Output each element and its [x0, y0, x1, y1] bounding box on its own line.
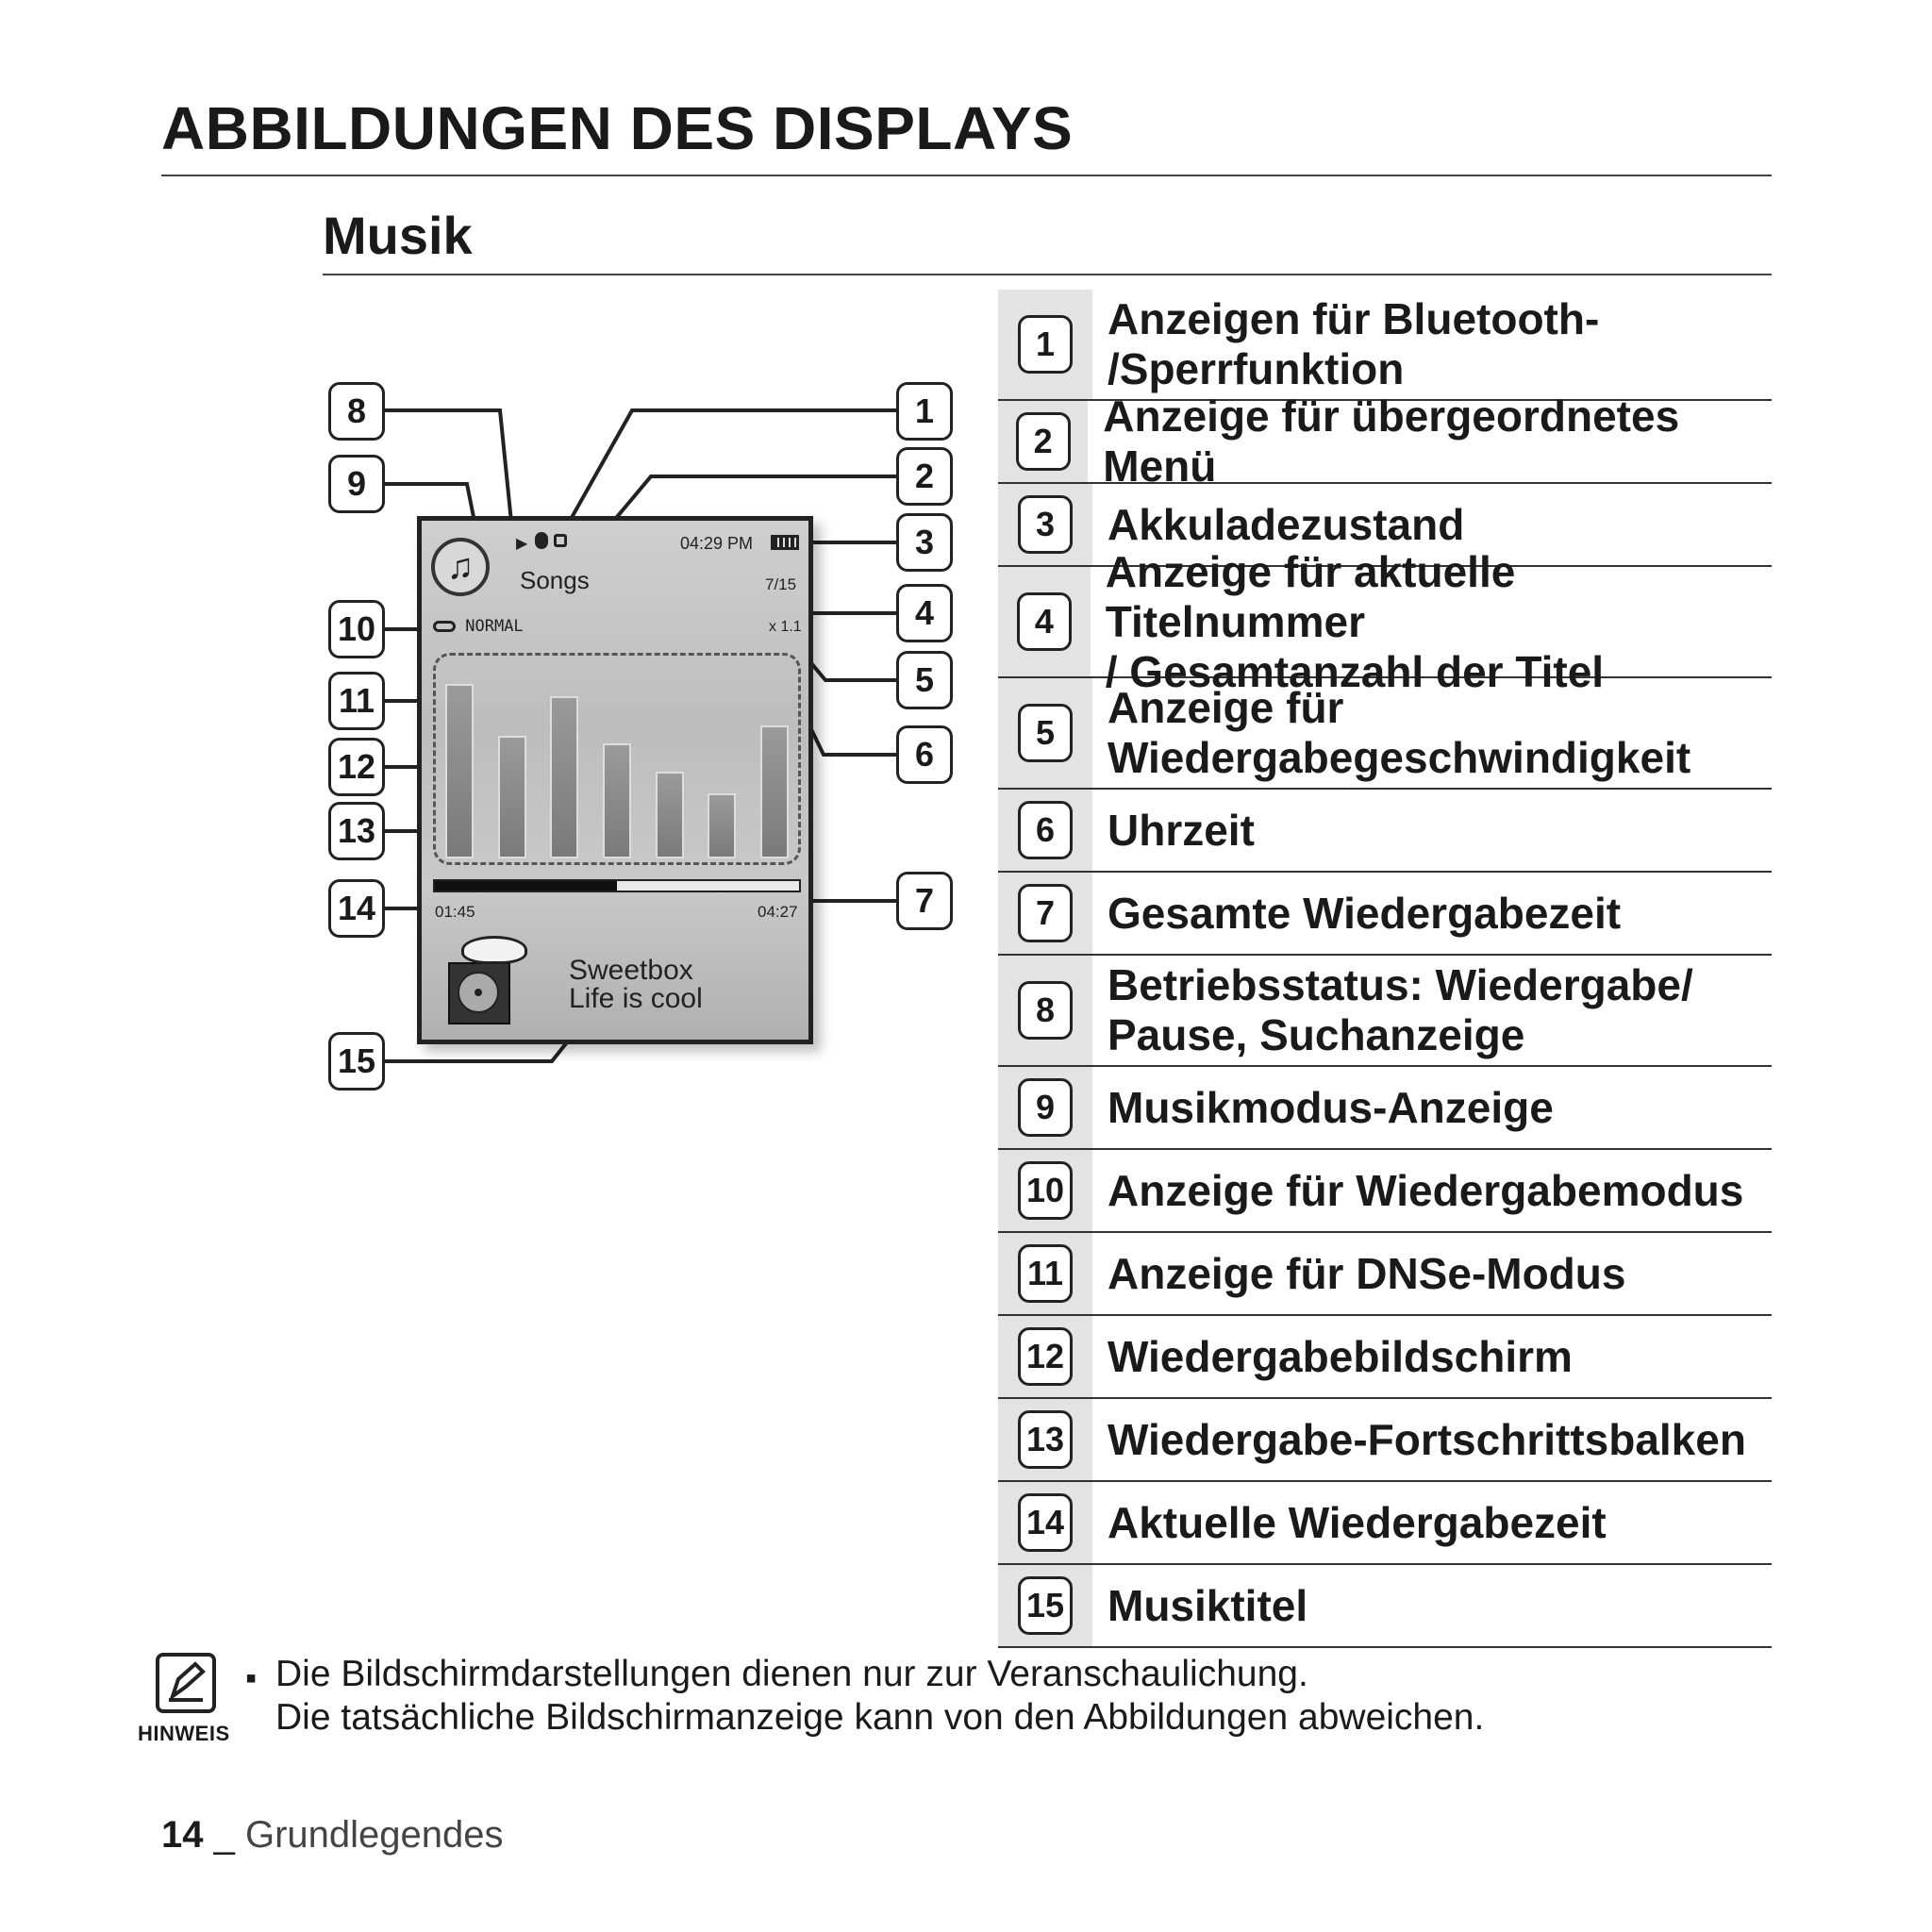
legend-row [998, 1482, 1772, 1565]
legend-number-cell [998, 1067, 1092, 1148]
battery-icon [771, 535, 799, 550]
callout-8: 8 [328, 382, 385, 441]
legend-number-cell [998, 484, 1092, 565]
playback-speed: x 1.1 [769, 619, 802, 635]
legend-row [998, 873, 1772, 956]
legend-description: Akkuladezustand [1108, 499, 1465, 549]
legend-description: Anzeige für übergeordnetes Menü [1103, 391, 1680, 491]
legend-row [998, 1233, 1772, 1316]
bluetooth-icon [535, 532, 548, 549]
visualizer-bar [498, 736, 526, 858]
note-pencil-icon [156, 1653, 216, 1713]
callout-15: 15 [328, 1032, 385, 1091]
lock-icon [554, 534, 567, 547]
player-screen [417, 516, 813, 1044]
callout-13: 13 [328, 802, 385, 860]
visualizer-bar [550, 696, 578, 858]
section-divider [323, 274, 1772, 275]
section-title: Musik [323, 206, 473, 265]
callout-1: 1 [896, 382, 953, 441]
visualizer-bar [708, 793, 736, 858]
legend-description: Anzeige für aktuelle Titelnummer / Gesamtanzahl der Titel [1105, 546, 1605, 696]
legend-row [998, 546, 1772, 696]
legend-row [998, 1399, 1772, 1482]
legend-description: Anzeige für DNSe-Modus [1108, 1248, 1626, 1298]
callout-14: 14 [328, 879, 385, 938]
legend-description: Uhrzeit [1108, 805, 1255, 855]
visualizer-bar [760, 725, 789, 858]
legend-number-cell [998, 678, 1092, 788]
dog-mascot-icon [461, 936, 527, 964]
track-number: 7/15 [765, 575, 797, 593]
album-art [448, 962, 510, 1024]
legend-description: Gesamte Wiedergabezeit [1108, 888, 1622, 938]
legend-row [998, 290, 1772, 401]
legend-number-cell [998, 790, 1092, 871]
legend-description: Betriebsstatus: Wiedergabe/ Pause, Suchanzeige [1108, 960, 1693, 1059]
legend-number-badge: 14 [1018, 1493, 1073, 1552]
footer-separator: _ [203, 1814, 245, 1856]
note-label: HINWEIS [138, 1722, 230, 1745]
legend-number-badge: 13 [1018, 1410, 1073, 1469]
legend-description: Anzeigen für Bluetooth- /Sperrfunktion [1108, 294, 1600, 393]
legend-number-badge: 5 [1018, 704, 1073, 762]
legend-number-cell [998, 1399, 1092, 1480]
legend-number-badge: 8 [1018, 981, 1073, 1040]
legend-number-badge: 9 [1018, 1078, 1073, 1137]
legend-description: Musiktitel [1108, 1580, 1308, 1630]
menu-label: Songs [520, 566, 590, 594]
footer-section: Grundlegendes [244, 1814, 504, 1856]
visualizer-bar [603, 743, 631, 858]
legend-number-cell [998, 401, 1088, 482]
page-footer [161, 1814, 504, 1857]
callout-7: 7 [896, 872, 953, 930]
legend-number-cell [998, 1565, 1092, 1646]
legend-number-badge: 7 [1018, 884, 1073, 942]
visualizer-bar [445, 684, 474, 858]
playback-mode [433, 617, 524, 636]
play-status-icon: ▶ [516, 536, 528, 552]
callout-2: 2 [896, 447, 953, 506]
legend-row [998, 956, 1772, 1067]
legend-number-badge: 15 [1018, 1576, 1073, 1635]
total-time: 04:27 [758, 903, 798, 921]
progress-bar[interactable] [433, 879, 801, 892]
elapsed-time: 01:45 [435, 903, 475, 921]
visualizer-bar [656, 772, 684, 858]
legend-description: Musikmodus-Anzeige [1108, 1082, 1554, 1132]
player-screen-figure [311, 373, 972, 1108]
legend-row [998, 790, 1772, 873]
callout-11: 11 [328, 672, 385, 730]
legend-number-badge: 1 [1018, 315, 1073, 374]
legend-row [998, 391, 1772, 491]
playback-visualizer [433, 653, 801, 865]
note-text-line-1: Die Bildschirmdarstellungen dienen nur zur Veranschaulichung. [275, 1654, 1308, 1694]
legend-row [998, 1150, 1772, 1233]
legend-number-cell [998, 1482, 1092, 1563]
callout-5: 5 [896, 651, 953, 709]
callout-6: 6 [896, 725, 953, 784]
legend-number-badge: 12 [1018, 1327, 1073, 1386]
legend-row [998, 678, 1772, 790]
progress-fill [435, 881, 617, 891]
legend-number-badge: 2 [1016, 412, 1071, 471]
legend-number-cell [998, 873, 1092, 954]
legend-number-badge: 6 [1018, 801, 1073, 859]
legend-row [998, 1067, 1772, 1150]
title-divider [161, 175, 1772, 176]
legend-row [998, 1565, 1772, 1648]
callout-legend [998, 290, 1772, 1648]
song-artist: Sweetbox [569, 955, 693, 986]
note-bullet: ▪ [245, 1660, 258, 1696]
callout-3: 3 [896, 513, 953, 572]
legend-number-cell [998, 1316, 1092, 1397]
playback-mode-label: NORMAL [465, 617, 524, 636]
legend-row [998, 1316, 1772, 1399]
legend-number-cell [998, 1150, 1092, 1231]
repeat-icon [433, 621, 456, 632]
callout-9: 9 [328, 455, 385, 513]
legend-description: Anzeige für Wiedergabemodus [1108, 1165, 1744, 1215]
legend-description: Anzeige für Wiedergabegeschwindigkeit [1108, 683, 1691, 782]
legend-description: Aktuelle Wiedergabezeit [1108, 1497, 1607, 1547]
legend-number-cell [998, 956, 1092, 1065]
page-number: 14 [161, 1814, 204, 1856]
note-text-line-2: Die tatsächliche Bildschirmanzeige kann von den Abbildungen abweichen. [275, 1697, 1485, 1738]
callout-4: 4 [896, 584, 953, 642]
page-title: ABBILDUNGEN DES DISPLAYS [161, 94, 1074, 162]
legend-number-cell [998, 567, 1091, 676]
legend-number-badge: 10 [1018, 1161, 1073, 1220]
legend-description: Wiedergabebildschirm [1108, 1331, 1573, 1381]
legend-number-badge: 4 [1017, 592, 1072, 651]
legend-number-cell [998, 290, 1092, 399]
legend-description: Wiedergabe-Fortschrittsbalken [1108, 1414, 1746, 1464]
legend-number-badge: 3 [1018, 495, 1073, 554]
clock-time: 04:29 PM [680, 534, 754, 553]
callout-12: 12 [328, 738, 385, 796]
callout-10: 10 [328, 600, 385, 658]
legend-number-badge: 11 [1018, 1244, 1073, 1303]
legend-number-cell [998, 1233, 1092, 1314]
music-mode-icon: ♫ [431, 538, 490, 596]
song-title: Life is cool [569, 983, 703, 1014]
cd-icon [458, 972, 499, 1013]
